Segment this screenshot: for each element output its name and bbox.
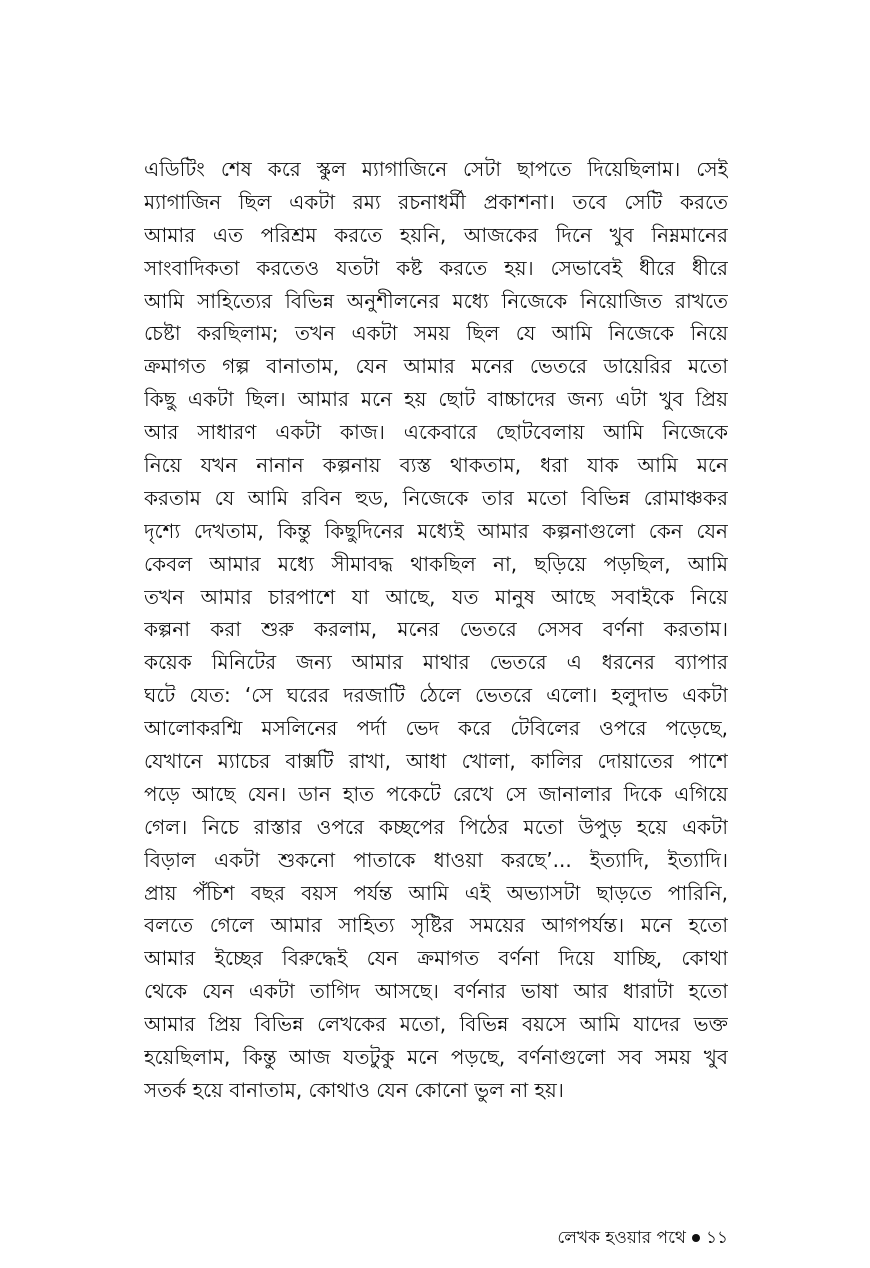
text-line: হয়েছিলাম, কিন্তু আজ যতটুকু মনে পড়ছে, বর্ণনাগুলো সব সময় খুব <box>144 1045 728 1070</box>
text-line: যেখানে ম্যাচের বাক্সটি রাখা, আধা খোলা, কালির দোয়াতের পাশে <box>144 749 728 774</box>
text-line: আমার ইচ্ছের বিরুদ্ধেই যেন ক্রমাগত বর্ণনা দিয়ে যাচ্ছি, কোথা <box>144 946 728 971</box>
text-line: চেষ্টা করছিলাম; তখন একটা সময় ছিল যে আমি নিজেকে নিয়ে <box>144 321 728 346</box>
text-line: ঘটে যেত: ‘সে ঘরের দরজাটি ঠেলে ভেতরে এলো। হলুদাভ একটা <box>144 683 728 708</box>
text-line: কেবল আমার মধ্যে সীমাবদ্ধ থাকছিল না, ছড়িয়ে পড়ছিল, আমি <box>144 551 728 576</box>
text-line: আলোকরশ্মি মসলিনের পর্দা ভেদ করে টেবিলের ওপরে পড়েছে, <box>144 716 728 741</box>
text-line: তখন আমার চারপাশে যা আছে, যত মানুষ আছে সবাইকে নিয়ে <box>144 584 728 609</box>
text-line: করতাম যে আমি রবিন হুড, নিজেকে তার মতো বিভিন্ন রোমাঞ্চকর <box>144 485 728 510</box>
page-footer <box>557 1226 728 1250</box>
text-line: গেল। নিচে রাস্তার ওপরে কচ্ছপের পিঠের মতো উপুড় হয়ে একটা <box>144 814 728 839</box>
text-line: সাংবাদিকতা করতেও যতটা কষ্ট করতে হয়। সেভাবেই ধীরে ধীরে <box>144 255 728 280</box>
text-line: সতর্ক হয়ে বানাতাম, কোথাও যেন কোনো ভুল না হয়। <box>144 1077 564 1102</box>
text-line: আমি সাহিত্যের বিভিন্ন অনুশীলনের মধ্যে নিজেকে নিয়োজিত রাখতে <box>144 288 728 313</box>
text-line: আর সাধারণ একটা কাজ। একেবারে ছোটবেলায় আমি নিজেকে <box>144 420 728 445</box>
bullet-separator-icon <box>692 1234 700 1242</box>
text-line: পড়ে আছে যেন। ডান হাত পকেটে রেখে সে জানালার দিকে এগিয়ে <box>144 781 728 806</box>
text-line: দৃশ্যে দেখতাম, কিন্তু কিছুদিনের মধ্যেই আমার কল্পনাগুলো কেন যেন <box>144 518 728 543</box>
text-line: আমার প্রিয় বিভিন্ন লেখকের মতো, বিভিন্ন বয়সে আমি যাদের ভক্ত <box>144 1012 728 1037</box>
text-line: কিছু একটা ছিল। আমার মনে হয় ছোট বাচ্চাদের জন্য এটা খুব প্রিয় <box>144 387 728 412</box>
text-line: ক্রমাগত গল্প বানাতাম, যেন আমার মনের ভেতরে ডায়েরির মতো <box>144 354 728 379</box>
text-line: প্রায় পঁচিশ বছর বয়স পর্যন্ত আমি এই অভ্যাসটা ছাড়তে পারিনি, <box>144 880 728 905</box>
text-line: নিয়ে যখন নানান কল্পনায় ব্যস্ত থাকতাম, ধরা যাক আমি মনে <box>144 453 728 478</box>
page-number: ১১ <box>705 1228 728 1248</box>
text-line: এডিটিং শেষ করে স্কুল ম্যাগাজিনে সেটা ছাপতে দিয়েছিলাম। সেই <box>144 157 728 181</box>
text-line: বিড়াল একটা শুকনো পাতাকে ধাওয়া করছে’... ইত্যাদি, ইত্যাদি। <box>144 847 728 872</box>
running-title: লেখক হওয়ার পথে <box>557 1228 686 1248</box>
text-line: কয়েক মিনিটের জন্য আমার মাথার ভেতরে এ ধরনের ব্যাপার <box>144 650 728 675</box>
body-text <box>144 153 728 1107</box>
text-line: থেকে যেন একটা তাগিদ আসছে। বর্ণনার ভাষা আর ধারাটা হতো <box>144 979 728 1004</box>
text-line: আমার এত পরিশ্রম করতে হয়নি, আজকের দিনে খুব নিম্নমানের <box>144 222 728 247</box>
text-line: ম্যাগাজিন ছিল একটা রম্য রচনাধর্মী প্রকাশনা। তবে সেটি করতে <box>144 189 728 214</box>
text-line: কল্পনা করা শুরু করলাম, মনের ভেতরে সেসব বর্ণনা করতাম। <box>144 617 728 642</box>
text-line: বলতে গেলে আমার সাহিত্য সৃষ্টির সময়ের আগপর্যন্ত। মনে হতো <box>144 913 728 938</box>
